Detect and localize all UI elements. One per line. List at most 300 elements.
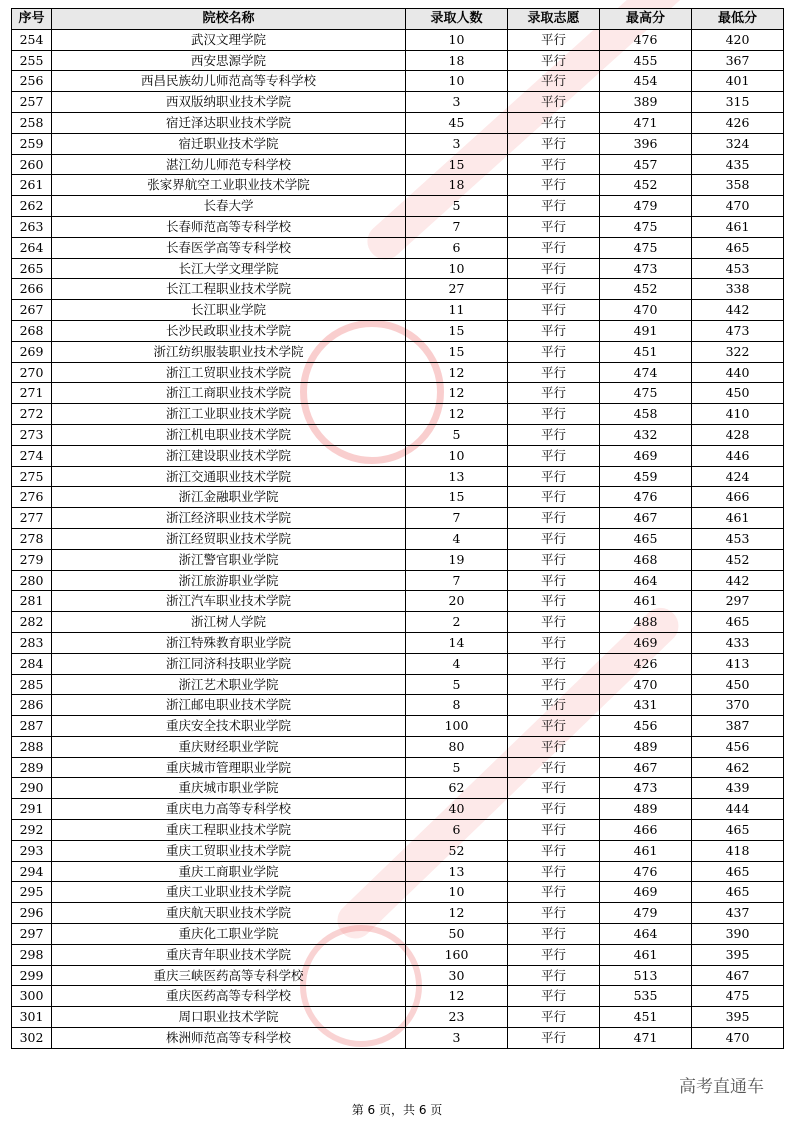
cell-admission-choice: 平行 xyxy=(508,258,600,279)
cell-admission-choice: 平行 xyxy=(508,362,600,383)
cell-min-score: 450 xyxy=(692,383,784,404)
cell-admission-choice: 平行 xyxy=(508,445,600,466)
cell-admitted-count: 6 xyxy=(406,237,508,258)
cell-admitted-count: 12 xyxy=(406,383,508,404)
cell-school-name: 重庆城市管理职业学院 xyxy=(52,757,406,778)
cell-admission-choice: 平行 xyxy=(508,820,600,841)
cell-school-name: 重庆城市职业学院 xyxy=(52,778,406,799)
cell-school-name: 浙江经济职业技术学院 xyxy=(52,508,406,529)
cell-min-score: 426 xyxy=(692,112,784,133)
cell-admission-choice: 平行 xyxy=(508,716,600,737)
cell-admitted-count: 20 xyxy=(406,591,508,612)
cell-school-name: 浙江工业职业技术学院 xyxy=(52,404,406,425)
cell-serial: 280 xyxy=(12,570,52,591)
cell-school-name: 湛江幼儿师范专科学校 xyxy=(52,154,406,175)
cell-admitted-count: 7 xyxy=(406,570,508,591)
header-school-name: 院校名称 xyxy=(52,9,406,30)
table-row xyxy=(12,508,784,529)
cell-school-name: 浙江纺织服装职业技术学院 xyxy=(52,341,406,362)
cell-max-score: 456 xyxy=(600,716,692,737)
table-row xyxy=(12,404,784,425)
cell-serial: 298 xyxy=(12,944,52,965)
cell-serial: 255 xyxy=(12,50,52,71)
cell-school-name: 浙江旅游职业学院 xyxy=(52,570,406,591)
cell-max-score: 473 xyxy=(600,258,692,279)
cell-min-score: 435 xyxy=(692,154,784,175)
table-row xyxy=(12,466,784,487)
cell-school-name: 株洲师范高等专科学校 xyxy=(52,1028,406,1049)
cell-school-name: 长春医学高等专科学校 xyxy=(52,237,406,258)
cell-max-score: 475 xyxy=(600,216,692,237)
cell-school-name: 长江工程职业技术学院 xyxy=(52,279,406,300)
cell-max-score: 432 xyxy=(600,424,692,445)
table-row xyxy=(12,965,784,986)
cell-min-score: 470 xyxy=(692,1028,784,1049)
cell-serial: 290 xyxy=(12,778,52,799)
admission-table-container xyxy=(11,8,783,1049)
cell-max-score: 470 xyxy=(600,674,692,695)
cell-max-score: 476 xyxy=(600,861,692,882)
cell-serial: 296 xyxy=(12,903,52,924)
cell-min-score: 440 xyxy=(692,362,784,383)
cell-school-name: 浙江同济科技职业学院 xyxy=(52,653,406,674)
cell-max-score: 489 xyxy=(600,799,692,820)
cell-admission-choice: 平行 xyxy=(508,549,600,570)
cell-school-name: 重庆电力高等专科学校 xyxy=(52,799,406,820)
cell-school-name: 浙江工贸职业技术学院 xyxy=(52,362,406,383)
cell-admitted-count: 12 xyxy=(406,362,508,383)
table-row xyxy=(12,591,784,612)
cell-admission-choice: 平行 xyxy=(508,882,600,903)
cell-school-name: 浙江警官职业学院 xyxy=(52,549,406,570)
cell-school-name: 浙江工商职业技术学院 xyxy=(52,383,406,404)
cell-max-score: 461 xyxy=(600,591,692,612)
table-row xyxy=(12,986,784,1007)
cell-admission-choice: 平行 xyxy=(508,112,600,133)
cell-admission-choice: 平行 xyxy=(508,757,600,778)
cell-serial: 297 xyxy=(12,924,52,945)
cell-school-name: 浙江建设职业技术学院 xyxy=(52,445,406,466)
cell-school-name: 西安思源学院 xyxy=(52,50,406,71)
cell-serial: 300 xyxy=(12,986,52,1007)
cell-min-score: 461 xyxy=(692,216,784,237)
cell-min-score: 428 xyxy=(692,424,784,445)
cell-admitted-count: 10 xyxy=(406,445,508,466)
table-row xyxy=(12,487,784,508)
table-row xyxy=(12,1028,784,1049)
cell-school-name: 浙江邮电职业技术学院 xyxy=(52,695,406,716)
cell-admission-choice: 平行 xyxy=(508,196,600,217)
cell-admitted-count: 19 xyxy=(406,549,508,570)
cell-admitted-count: 52 xyxy=(406,840,508,861)
cell-admitted-count: 50 xyxy=(406,924,508,945)
cell-serial: 283 xyxy=(12,632,52,653)
cell-serial: 301 xyxy=(12,1007,52,1028)
cell-serial: 268 xyxy=(12,320,52,341)
cell-max-score: 468 xyxy=(600,549,692,570)
cell-max-score: 471 xyxy=(600,1028,692,1049)
cell-admitted-count: 45 xyxy=(406,112,508,133)
cell-admitted-count: 18 xyxy=(406,175,508,196)
table-row xyxy=(12,653,784,674)
cell-admission-choice: 平行 xyxy=(508,341,600,362)
cell-admission-choice: 平行 xyxy=(508,632,600,653)
cell-max-score: 461 xyxy=(600,840,692,861)
cell-max-score: 479 xyxy=(600,196,692,217)
cell-admitted-count: 2 xyxy=(406,612,508,633)
cell-min-score: 322 xyxy=(692,341,784,362)
table-header-row xyxy=(12,9,784,30)
cell-admission-choice: 平行 xyxy=(508,612,600,633)
cell-admission-choice: 平行 xyxy=(508,591,600,612)
cell-serial: 269 xyxy=(12,341,52,362)
table-row xyxy=(12,383,784,404)
cell-max-score: 476 xyxy=(600,29,692,50)
table-row xyxy=(12,92,784,113)
cell-school-name: 重庆财经职业学院 xyxy=(52,736,406,757)
cell-admitted-count: 8 xyxy=(406,695,508,716)
table-row xyxy=(12,570,784,591)
cell-admitted-count: 12 xyxy=(406,903,508,924)
cell-max-score: 451 xyxy=(600,1007,692,1028)
cell-serial: 260 xyxy=(12,154,52,175)
cell-admission-choice: 平行 xyxy=(508,799,600,820)
cell-min-score: 390 xyxy=(692,924,784,945)
cell-serial: 270 xyxy=(12,362,52,383)
cell-serial: 286 xyxy=(12,695,52,716)
cell-max-score: 461 xyxy=(600,944,692,965)
table-row xyxy=(12,903,784,924)
cell-admission-choice: 平行 xyxy=(508,237,600,258)
cell-min-score: 465 xyxy=(692,882,784,903)
cell-serial: 287 xyxy=(12,716,52,737)
cell-serial: 295 xyxy=(12,882,52,903)
cell-max-score: 457 xyxy=(600,154,692,175)
cell-school-name: 张家界航空工业职业技术学院 xyxy=(52,175,406,196)
table-row xyxy=(12,279,784,300)
cell-min-score: 442 xyxy=(692,570,784,591)
cell-max-score: 464 xyxy=(600,570,692,591)
cell-school-name: 长江职业学院 xyxy=(52,300,406,321)
cell-max-score: 459 xyxy=(600,466,692,487)
cell-school-name: 浙江艺术职业学院 xyxy=(52,674,406,695)
cell-max-score: 455 xyxy=(600,50,692,71)
cell-min-score: 370 xyxy=(692,695,784,716)
table-row xyxy=(12,632,784,653)
cell-serial: 289 xyxy=(12,757,52,778)
cell-max-score: 491 xyxy=(600,320,692,341)
cell-min-score: 387 xyxy=(692,716,784,737)
table-row xyxy=(12,549,784,570)
cell-serial: 259 xyxy=(12,133,52,154)
cell-admission-choice: 平行 xyxy=(508,50,600,71)
cell-max-score: 471 xyxy=(600,112,692,133)
table-row xyxy=(12,216,784,237)
cell-max-score: 465 xyxy=(600,528,692,549)
cell-serial: 279 xyxy=(12,549,52,570)
cell-min-score: 475 xyxy=(692,986,784,1007)
cell-max-score: 470 xyxy=(600,300,692,321)
cell-max-score: 513 xyxy=(600,965,692,986)
cell-school-name: 重庆工贸职业技术学院 xyxy=(52,840,406,861)
cell-serial: 272 xyxy=(12,404,52,425)
cell-school-name: 长沙民政职业技术学院 xyxy=(52,320,406,341)
cell-admitted-count: 12 xyxy=(406,986,508,1007)
cell-min-score: 297 xyxy=(692,591,784,612)
cell-serial: 257 xyxy=(12,92,52,113)
header-admitted-count: 录取人数 xyxy=(406,9,508,30)
cell-admission-choice: 平行 xyxy=(508,674,600,695)
cell-min-score: 418 xyxy=(692,840,784,861)
cell-admission-choice: 平行 xyxy=(508,487,600,508)
cell-admitted-count: 12 xyxy=(406,404,508,425)
cell-min-score: 442 xyxy=(692,300,784,321)
cell-admission-choice: 平行 xyxy=(508,1007,600,1028)
cell-school-name: 浙江金融职业学院 xyxy=(52,487,406,508)
cell-serial: 266 xyxy=(12,279,52,300)
cell-admission-choice: 平行 xyxy=(508,965,600,986)
cell-max-score: 475 xyxy=(600,383,692,404)
table-row xyxy=(12,1007,784,1028)
cell-admitted-count: 5 xyxy=(406,196,508,217)
cell-serial: 282 xyxy=(12,612,52,633)
cell-serial: 285 xyxy=(12,674,52,695)
cell-max-score: 452 xyxy=(600,175,692,196)
cell-admitted-count: 100 xyxy=(406,716,508,737)
table-row xyxy=(12,861,784,882)
cell-admitted-count: 80 xyxy=(406,736,508,757)
cell-school-name: 重庆青年职业技术学院 xyxy=(52,944,406,965)
cell-min-score: 395 xyxy=(692,1007,784,1028)
cell-min-score: 437 xyxy=(692,903,784,924)
cell-serial: 291 xyxy=(12,799,52,820)
header-max-score: 最高分 xyxy=(600,9,692,30)
cell-admitted-count: 10 xyxy=(406,29,508,50)
cell-min-score: 453 xyxy=(692,258,784,279)
table-body xyxy=(12,29,784,1048)
cell-serial: 273 xyxy=(12,424,52,445)
cell-min-score: 465 xyxy=(692,820,784,841)
cell-serial: 262 xyxy=(12,196,52,217)
cell-min-score: 453 xyxy=(692,528,784,549)
cell-min-score: 467 xyxy=(692,965,784,986)
cell-serial: 261 xyxy=(12,175,52,196)
cell-admitted-count: 160 xyxy=(406,944,508,965)
cell-serial: 278 xyxy=(12,528,52,549)
cell-school-name: 重庆三峡医药高等专科学校 xyxy=(52,965,406,986)
cell-admitted-count: 23 xyxy=(406,1007,508,1028)
cell-min-score: 395 xyxy=(692,944,784,965)
cell-admission-choice: 平行 xyxy=(508,279,600,300)
cell-school-name: 浙江交通职业技术学院 xyxy=(52,466,406,487)
table-row xyxy=(12,320,784,341)
cell-max-score: 469 xyxy=(600,445,692,466)
cell-serial: 284 xyxy=(12,653,52,674)
cell-school-name: 重庆工业职业技术学院 xyxy=(52,882,406,903)
page-number: 第 6 页，共 6 页 xyxy=(351,1103,443,1117)
cell-serial: 265 xyxy=(12,258,52,279)
cell-max-score: 464 xyxy=(600,924,692,945)
cell-admitted-count: 7 xyxy=(406,216,508,237)
cell-min-score: 456 xyxy=(692,736,784,757)
table-row xyxy=(12,778,784,799)
cell-min-score: 424 xyxy=(692,466,784,487)
table-row xyxy=(12,112,784,133)
cell-admission-choice: 平行 xyxy=(508,840,600,861)
cell-school-name: 浙江特殊教育职业学院 xyxy=(52,632,406,653)
cell-serial: 258 xyxy=(12,112,52,133)
table-row xyxy=(12,944,784,965)
table-row xyxy=(12,50,784,71)
cell-admitted-count: 15 xyxy=(406,154,508,175)
table-row xyxy=(12,840,784,861)
cell-min-score: 413 xyxy=(692,653,784,674)
cell-admitted-count: 27 xyxy=(406,279,508,300)
cell-admission-choice: 平行 xyxy=(508,424,600,445)
cell-admitted-count: 40 xyxy=(406,799,508,820)
table-row xyxy=(12,674,784,695)
cell-max-score: 475 xyxy=(600,237,692,258)
cell-min-score: 461 xyxy=(692,508,784,529)
cell-admission-choice: 平行 xyxy=(508,383,600,404)
cell-school-name: 周口职业技术学院 xyxy=(52,1007,406,1028)
table-row xyxy=(12,362,784,383)
cell-school-name: 重庆工商职业学院 xyxy=(52,861,406,882)
cell-school-name: 重庆医药高等专科学校 xyxy=(52,986,406,1007)
cell-max-score: 389 xyxy=(600,92,692,113)
cell-min-score: 433 xyxy=(692,632,784,653)
cell-admission-choice: 平行 xyxy=(508,92,600,113)
cell-max-score: 454 xyxy=(600,71,692,92)
table-row xyxy=(12,757,784,778)
cell-admitted-count: 4 xyxy=(406,528,508,549)
cell-min-score: 450 xyxy=(692,674,784,695)
cell-min-score: 338 xyxy=(692,279,784,300)
cell-min-score: 410 xyxy=(692,404,784,425)
table-row xyxy=(12,924,784,945)
cell-school-name: 浙江树人学院 xyxy=(52,612,406,633)
cell-max-score: 467 xyxy=(600,757,692,778)
cell-admission-choice: 平行 xyxy=(508,320,600,341)
cell-school-name: 长春大学 xyxy=(52,196,406,217)
cell-admitted-count: 10 xyxy=(406,71,508,92)
cell-admission-choice: 平行 xyxy=(508,695,600,716)
brand-watermark: 高考直通车 xyxy=(679,1077,764,1097)
cell-max-score: 467 xyxy=(600,508,692,529)
cell-school-name: 长春师范高等专科学校 xyxy=(52,216,406,237)
cell-min-score: 324 xyxy=(692,133,784,154)
header-admission-choice: 录取志愿 xyxy=(508,9,600,30)
cell-min-score: 452 xyxy=(692,549,784,570)
cell-max-score: 479 xyxy=(600,903,692,924)
cell-admitted-count: 10 xyxy=(406,258,508,279)
cell-serial: 293 xyxy=(12,840,52,861)
cell-serial: 254 xyxy=(12,29,52,50)
cell-max-score: 476 xyxy=(600,487,692,508)
table-row xyxy=(12,175,784,196)
cell-school-name: 西昌民族幼儿师范高等专科学校 xyxy=(52,71,406,92)
cell-school-name: 宿迁职业技术学院 xyxy=(52,133,406,154)
header-serial: 序号 xyxy=(12,9,52,30)
cell-max-score: 466 xyxy=(600,820,692,841)
cell-max-score: 474 xyxy=(600,362,692,383)
header-min-score: 最低分 xyxy=(692,9,784,30)
cell-serial: 302 xyxy=(12,1028,52,1049)
cell-min-score: 444 xyxy=(692,799,784,820)
table-row xyxy=(12,300,784,321)
cell-admitted-count: 3 xyxy=(406,1028,508,1049)
cell-min-score: 439 xyxy=(692,778,784,799)
cell-min-score: 465 xyxy=(692,237,784,258)
table-row xyxy=(12,695,784,716)
cell-admission-choice: 平行 xyxy=(508,1028,600,1049)
cell-admitted-count: 14 xyxy=(406,632,508,653)
cell-max-score: 431 xyxy=(600,695,692,716)
cell-school-name: 浙江机电职业技术学院 xyxy=(52,424,406,445)
cell-admission-choice: 平行 xyxy=(508,944,600,965)
cell-admitted-count: 4 xyxy=(406,653,508,674)
cell-min-score: 465 xyxy=(692,612,784,633)
table-row xyxy=(12,528,784,549)
table-row xyxy=(12,736,784,757)
cell-admitted-count: 7 xyxy=(406,508,508,529)
cell-admitted-count: 3 xyxy=(406,133,508,154)
table-row xyxy=(12,799,784,820)
cell-max-score: 396 xyxy=(600,133,692,154)
cell-max-score: 488 xyxy=(600,612,692,633)
cell-admission-choice: 平行 xyxy=(508,570,600,591)
table-row xyxy=(12,29,784,50)
cell-min-score: 462 xyxy=(692,757,784,778)
cell-max-score: 469 xyxy=(600,882,692,903)
cell-serial: 271 xyxy=(12,383,52,404)
table-row xyxy=(12,258,784,279)
cell-school-name: 浙江汽车职业技术学院 xyxy=(52,591,406,612)
cell-serial: 288 xyxy=(12,736,52,757)
cell-min-score: 466 xyxy=(692,487,784,508)
cell-serial: 267 xyxy=(12,300,52,321)
cell-admission-choice: 平行 xyxy=(508,71,600,92)
cell-min-score: 465 xyxy=(692,861,784,882)
cell-admission-choice: 平行 xyxy=(508,508,600,529)
cell-school-name: 武汉文理学院 xyxy=(52,29,406,50)
cell-serial: 276 xyxy=(12,487,52,508)
table-row xyxy=(12,237,784,258)
cell-max-score: 469 xyxy=(600,632,692,653)
cell-school-name: 重庆化工职业学院 xyxy=(52,924,406,945)
cell-admitted-count: 6 xyxy=(406,820,508,841)
table-row xyxy=(12,882,784,903)
cell-serial: 275 xyxy=(12,466,52,487)
cell-admission-choice: 平行 xyxy=(508,404,600,425)
cell-max-score: 535 xyxy=(600,986,692,1007)
table-row xyxy=(12,133,784,154)
cell-admission-choice: 平行 xyxy=(508,903,600,924)
cell-admitted-count: 13 xyxy=(406,466,508,487)
cell-serial: 292 xyxy=(12,820,52,841)
cell-serial: 277 xyxy=(12,508,52,529)
cell-admission-choice: 平行 xyxy=(508,924,600,945)
cell-school-name: 重庆工程职业技术学院 xyxy=(52,820,406,841)
cell-min-score: 470 xyxy=(692,196,784,217)
cell-max-score: 426 xyxy=(600,653,692,674)
cell-admitted-count: 15 xyxy=(406,320,508,341)
cell-serial: 299 xyxy=(12,965,52,986)
cell-serial: 274 xyxy=(12,445,52,466)
table-row xyxy=(12,424,784,445)
admission-table xyxy=(11,8,784,1049)
cell-admission-choice: 平行 xyxy=(508,154,600,175)
